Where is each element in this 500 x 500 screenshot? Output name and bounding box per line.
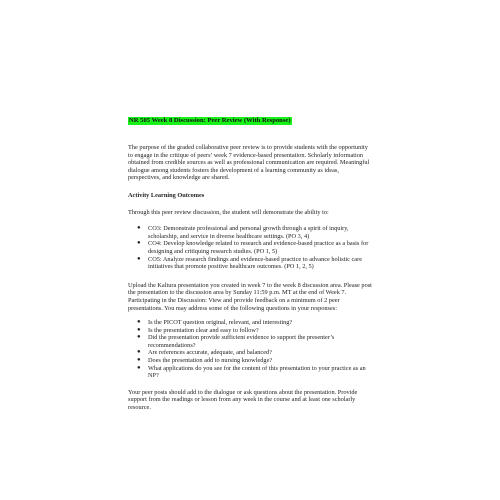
bullet-icon: ● bbox=[137, 357, 141, 364]
intro-paragraph: The purpose of the graded collaborative peer review is to provide students with the opportunity to engage in the critique of peers’ week 7 evidence-based presentation. Scholarly information obtained from credible sources as well as professional communication are required. Meaningful dialogue among students fosters the development of a learning community as ideas, perspectives, and knowledge are shared. bbox=[128, 144, 370, 182]
title-wrap bbox=[128, 109, 372, 127]
outcome-item bbox=[137, 240, 372, 255]
question-item bbox=[137, 327, 372, 335]
bullet-icon: ● bbox=[137, 334, 141, 341]
question-text: Does the presentation add to nursing knowledge? bbox=[148, 357, 273, 365]
outcomes-lead: Through this peer review discussion, the student will demonstrate the ability to: bbox=[128, 208, 329, 216]
outcomes-list bbox=[128, 225, 372, 271]
bullet-icon: ● bbox=[137, 364, 141, 371]
outcome-item bbox=[137, 256, 372, 271]
bullet-icon: ● bbox=[137, 255, 141, 262]
question-item bbox=[137, 334, 372, 349]
question-text: Did the presentation provide sufficient evidence to support the presenter’s recommendations? bbox=[148, 334, 335, 349]
outcome-text: CO5: Analyze research findings and evidence-based practice to advance holistic care initiatives that promote positive healthcare outcomes. (PO 1, 2, 5) bbox=[148, 255, 362, 271]
bullet-icon: ● bbox=[137, 349, 141, 356]
questions-list bbox=[128, 319, 372, 380]
question-text: Are references accurate, adequate, and balanced? bbox=[148, 349, 272, 357]
question-text: Is the PICOT question original, relevant, and interesting? bbox=[148, 319, 293, 327]
outcome-item bbox=[137, 225, 372, 240]
bullet-icon: ● bbox=[137, 225, 141, 232]
upload-instructions: Upload the Kaltura presentation you created in week 7 to the week 8 discussion area. Please post the presentation to the discussion area by Sunday 11:59 p.m. MT at the end of Week 7. Participating in the Discussion: View and provide feedback on a minimum of 2 peer presentations. You may address some of the following questions in your responses: bbox=[128, 281, 372, 312]
question-text: Is the presentation clear and easy to follow? bbox=[148, 326, 259, 334]
question-text: What applications do you see for the content of this presentation to your practice as an NP? bbox=[148, 364, 366, 380]
question-item bbox=[137, 319, 372, 327]
outcome-text: CO4: Develop knowledge related to research and evidence-based practice as a basis for designing and critiquing research studies. (PO 1, 5) bbox=[148, 240, 369, 255]
question-item bbox=[137, 349, 372, 357]
bullet-icon: ● bbox=[137, 319, 141, 326]
bullet-icon: ● bbox=[137, 326, 141, 333]
question-item bbox=[137, 357, 372, 365]
closing-paragraph: Your peer posts should add to the dialogue or ask questions about the presentation. Provide support from the readings or lesson from any week in the course and at least one scholarly resource. bbox=[128, 388, 358, 412]
bullet-icon: ● bbox=[137, 240, 141, 247]
document-title: NR 505 Week 8 Discussion: Peer Review (With Response) bbox=[129, 117, 291, 124]
question-item bbox=[137, 365, 372, 380]
outcome-text: CO3: Demonstrate professional and personal growth through a spirit of inquiry, scholarship, and service in diverse healthcare settings. (PO 3, 4) bbox=[148, 225, 349, 240]
outcomes-heading: Activity Learning Outcomes bbox=[128, 191, 205, 199]
